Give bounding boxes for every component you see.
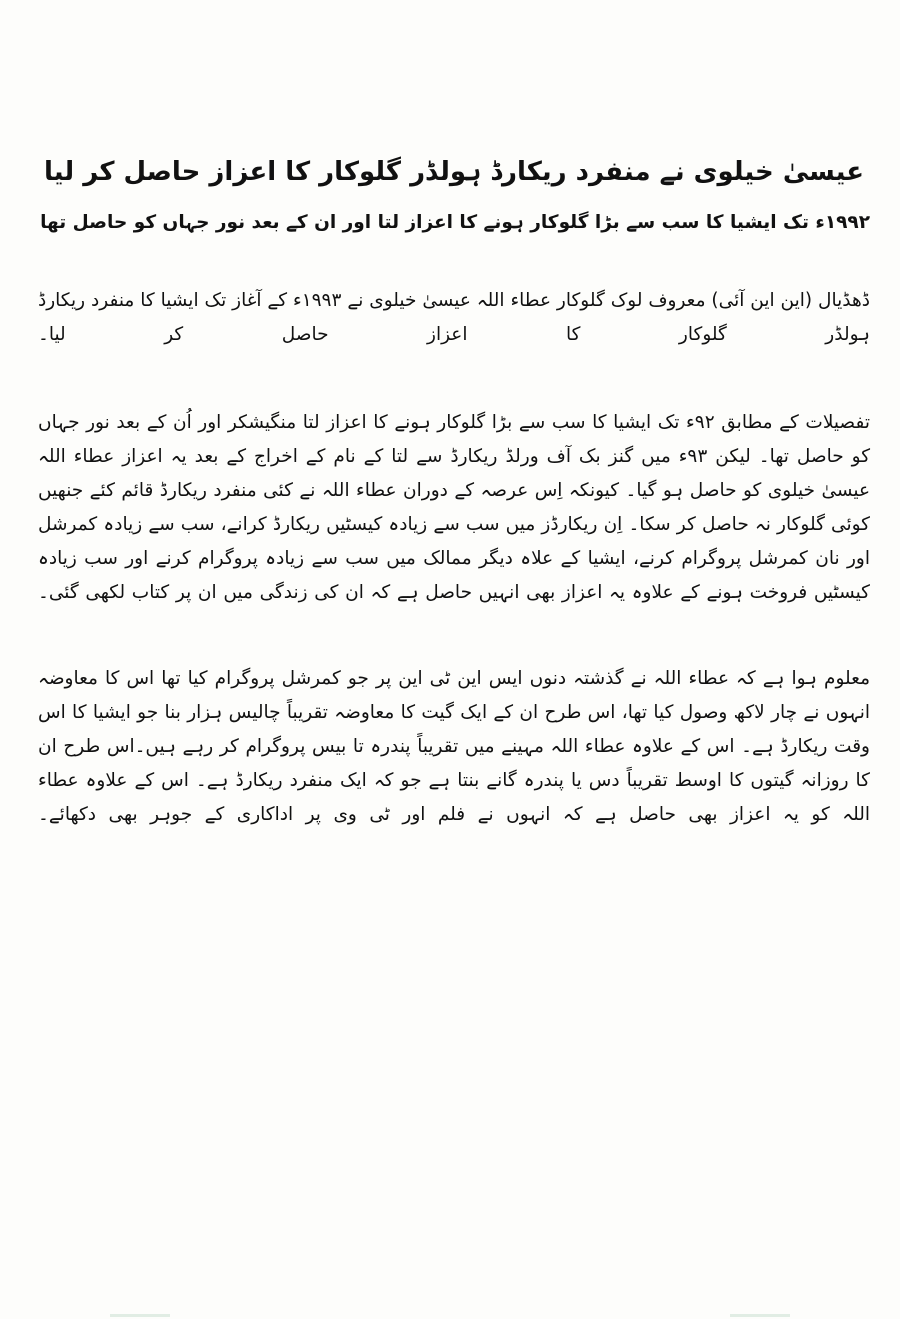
article [38, 140, 870, 832]
article-paragraph-2: تفصیلات کے مطابق ۹۲ء تک ایشیا کا سب سے بڑا گلوکار ہونے کا اعزاز لتا منگیشکر اور اُن کے بعد نور جہاں کو حاصل تھا۔ لیکن ۹۳ء میں گنز بک آف ورلڈ ریکارڈ سے لتا کے نام کے اخراج کے بعد یہ اعزاز عطاء اللہ عیسیٰ خیلوی کو حاصل ہو گیا۔ کیونکہ اِس عرصہ کے دوران عطاء اللہ نے کئی منفرد ریکارڈ قائم کئے جنھیں کوئی گلوکار نہ حاصل کر سکا۔ اِن ریکارڈز میں سب سے زیادہ کیسٹیں ریکارڈ کرانے، سب سے زیادہ کمرشل اور نان کمرشل پروگرام کرنے، ایشیا کے علاہ دیگر ممالک میں سب سے زیادہ پروگرام کرنے اور سب زیادہ کیسٹیں فروخت ہونے کے علاوہ یہ اعزاز بھی انہیں حاصل ہے کہ ان کی زندگی میں ان پر کتاب لکھی گئی۔ [38, 412, 870, 603]
page-edge-mark [730, 1314, 790, 1317]
article-paragraph-1: ڈھڈیال (این این آئی) معروف لوک گلوکار عطاء اللہ عیسیٰ خیلوی نے ۱۹۹۳ء کے آغاز تک ایشیا کا منفرد ریکارڈ ہولڈر گلوکار کا اعزاز حاصل کر لیا۔ [38, 290, 870, 345]
article-headline: عیسیٰ خیلوی نے منفرد ریکارڈ ہولڈر گلوکار کا اعزاز حاصل کر لیا [44, 157, 864, 187]
article-subheadline: ۱۹۹۲ء تک ایشیا کا سب سے بڑا گلوکار ہونے کا اعزاز لتا اور ان کے بعد نور جہاں کو حاصل تھا [40, 212, 870, 233]
article-paragraph-3: معلوم ہوا ہے کہ عطاء اللہ نے گذشتہ دنوں ایس این ٹی این پر جو کمرشل پروگرام کیا تھا اس کا معاوضہ انہوں نے چار لاکھ وصول کیا تھا، اس طرح ان کے ایک گیت کا معاوضہ تقریباً چالیس ہزار بنا جو ایشیا کا اس وقت ریکارڈ ہے۔ اس کے علاوہ عطاء اللہ مہینے میں تقریباً پندرہ تا بیس پروگرام کر رہے ہیں۔اس طرح ان کا روزانہ گیتوں کا اوسط تقریباً دس یا پندرہ گانے بنتا ہے جو کہ ایک منفرد ریکارڈ ہے۔ اس کے علاوہ عطاء اللہ کو یہ اعزاز بھی حاصل ہے کہ انہوں نے فلم اور ٹی وی پر اداکاری کے جوہر بھی دکھائے۔ [38, 668, 870, 825]
page-edge-mark [110, 1314, 170, 1317]
